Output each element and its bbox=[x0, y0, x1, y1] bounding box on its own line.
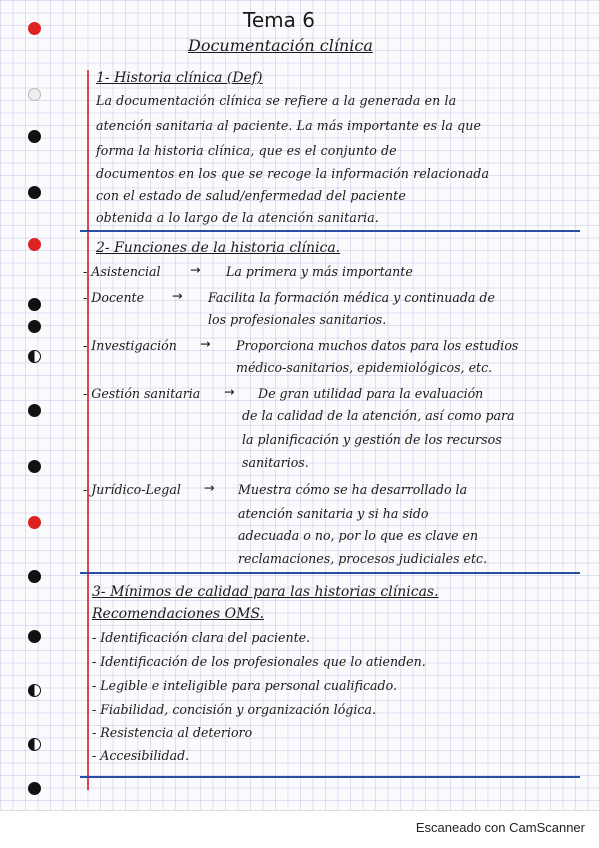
binder-hole bbox=[28, 570, 41, 583]
binder-hole bbox=[28, 320, 41, 333]
function-text: sanitarios. bbox=[242, 455, 309, 470]
arrow-icon: → bbox=[172, 288, 183, 303]
page-title: Tema 6 bbox=[243, 8, 315, 32]
quality-item: - Resistencia al deterioro bbox=[92, 725, 253, 740]
binder-hole bbox=[28, 130, 41, 143]
binder-hole bbox=[28, 88, 41, 101]
arrow-icon: → bbox=[224, 384, 235, 399]
function-text: médico-sanitarios, epidemiológicos, etc. bbox=[236, 360, 493, 375]
binder-hole bbox=[28, 186, 41, 199]
function-label: - Jurídico-Legal bbox=[83, 482, 181, 497]
function-label: - Gestión sanitaria bbox=[83, 386, 201, 401]
binder-hole bbox=[28, 516, 41, 529]
binder-hole bbox=[28, 684, 41, 697]
section-2-heading: 2- Funciones de la historia clínica. bbox=[96, 240, 341, 256]
section-1-line: La documentación clínica se refiere a la generada en la bbox=[96, 93, 457, 108]
section-1-line: obtenida a lo largo de la atención sanitaria. bbox=[96, 210, 379, 225]
function-text: La primera y más importante bbox=[226, 264, 413, 279]
function-text: adecuada o no, por lo que es clave en bbox=[238, 528, 479, 543]
function-label: - Investigación bbox=[83, 338, 177, 353]
function-text: de la calidad de la atención, así como para bbox=[242, 408, 515, 423]
arrow-icon: → bbox=[204, 480, 215, 495]
section-1-line: con el estado de salud/enfermedad del paciente bbox=[96, 188, 406, 203]
binder-hole bbox=[28, 238, 41, 251]
function-text: atención sanitaria y si ha sido bbox=[238, 506, 429, 521]
function-text: reclamaciones, procesos judiciales etc. bbox=[238, 551, 488, 566]
section-3-subheading: Recomendaciones OMS. bbox=[92, 606, 265, 622]
quality-item: - Accesibilidad. bbox=[92, 748, 190, 763]
section-1-line: forma la historia clínica, que es el conjunto de bbox=[96, 143, 397, 158]
function-text: De gran utilidad para la evaluación bbox=[258, 386, 484, 401]
quality-item: - Identificación de los profesionales que lo atienden. bbox=[92, 654, 426, 669]
section-1-line: atención sanitaria al paciente. La más importante es la que bbox=[96, 118, 482, 133]
section-3-heading: 3- Mínimos de calidad para las historias clínicas. bbox=[92, 584, 439, 600]
scanner-watermark: Escaneado con CamScanner bbox=[415, 820, 585, 835]
binder-hole bbox=[28, 350, 41, 363]
section-divider bbox=[80, 776, 580, 778]
function-text: Proporciona muchos datos para los estudios bbox=[236, 338, 519, 353]
binder-hole bbox=[28, 298, 41, 311]
function-text: los profesionales sanitarios. bbox=[208, 312, 387, 327]
arrow-icon: → bbox=[200, 336, 211, 351]
binder-hole bbox=[28, 782, 41, 795]
quality-item: - Fiabilidad, concisión y organización lógica. bbox=[92, 702, 376, 717]
page-subtitle: Documentación clínica bbox=[188, 36, 373, 55]
quality-item: - Identificación clara del paciente. bbox=[92, 630, 311, 645]
section-1-heading: 1- Historia clínica (Def) bbox=[96, 70, 263, 86]
binder-hole bbox=[28, 22, 41, 35]
binder-hole bbox=[28, 738, 41, 751]
function-label: - Asistencial bbox=[83, 264, 161, 279]
arrow-icon: → bbox=[190, 262, 201, 277]
margin-line bbox=[87, 70, 89, 790]
section-divider bbox=[80, 572, 580, 574]
quality-item: - Legible e inteligible para personal cualificado. bbox=[92, 678, 397, 693]
section-1-line: documentos en los que se recoge la información relacionada bbox=[96, 166, 490, 181]
function-text: la planificación y gestión de los recursos bbox=[242, 432, 502, 447]
function-label: - Docente bbox=[83, 290, 145, 305]
binder-hole bbox=[28, 630, 41, 643]
section-divider bbox=[80, 230, 580, 232]
function-text: Facilita la formación médica y continuada de bbox=[208, 290, 495, 305]
binder-hole bbox=[28, 460, 41, 473]
function-text: Muestra cómo se ha desarrollado la bbox=[238, 482, 468, 497]
binder-hole bbox=[28, 404, 41, 417]
